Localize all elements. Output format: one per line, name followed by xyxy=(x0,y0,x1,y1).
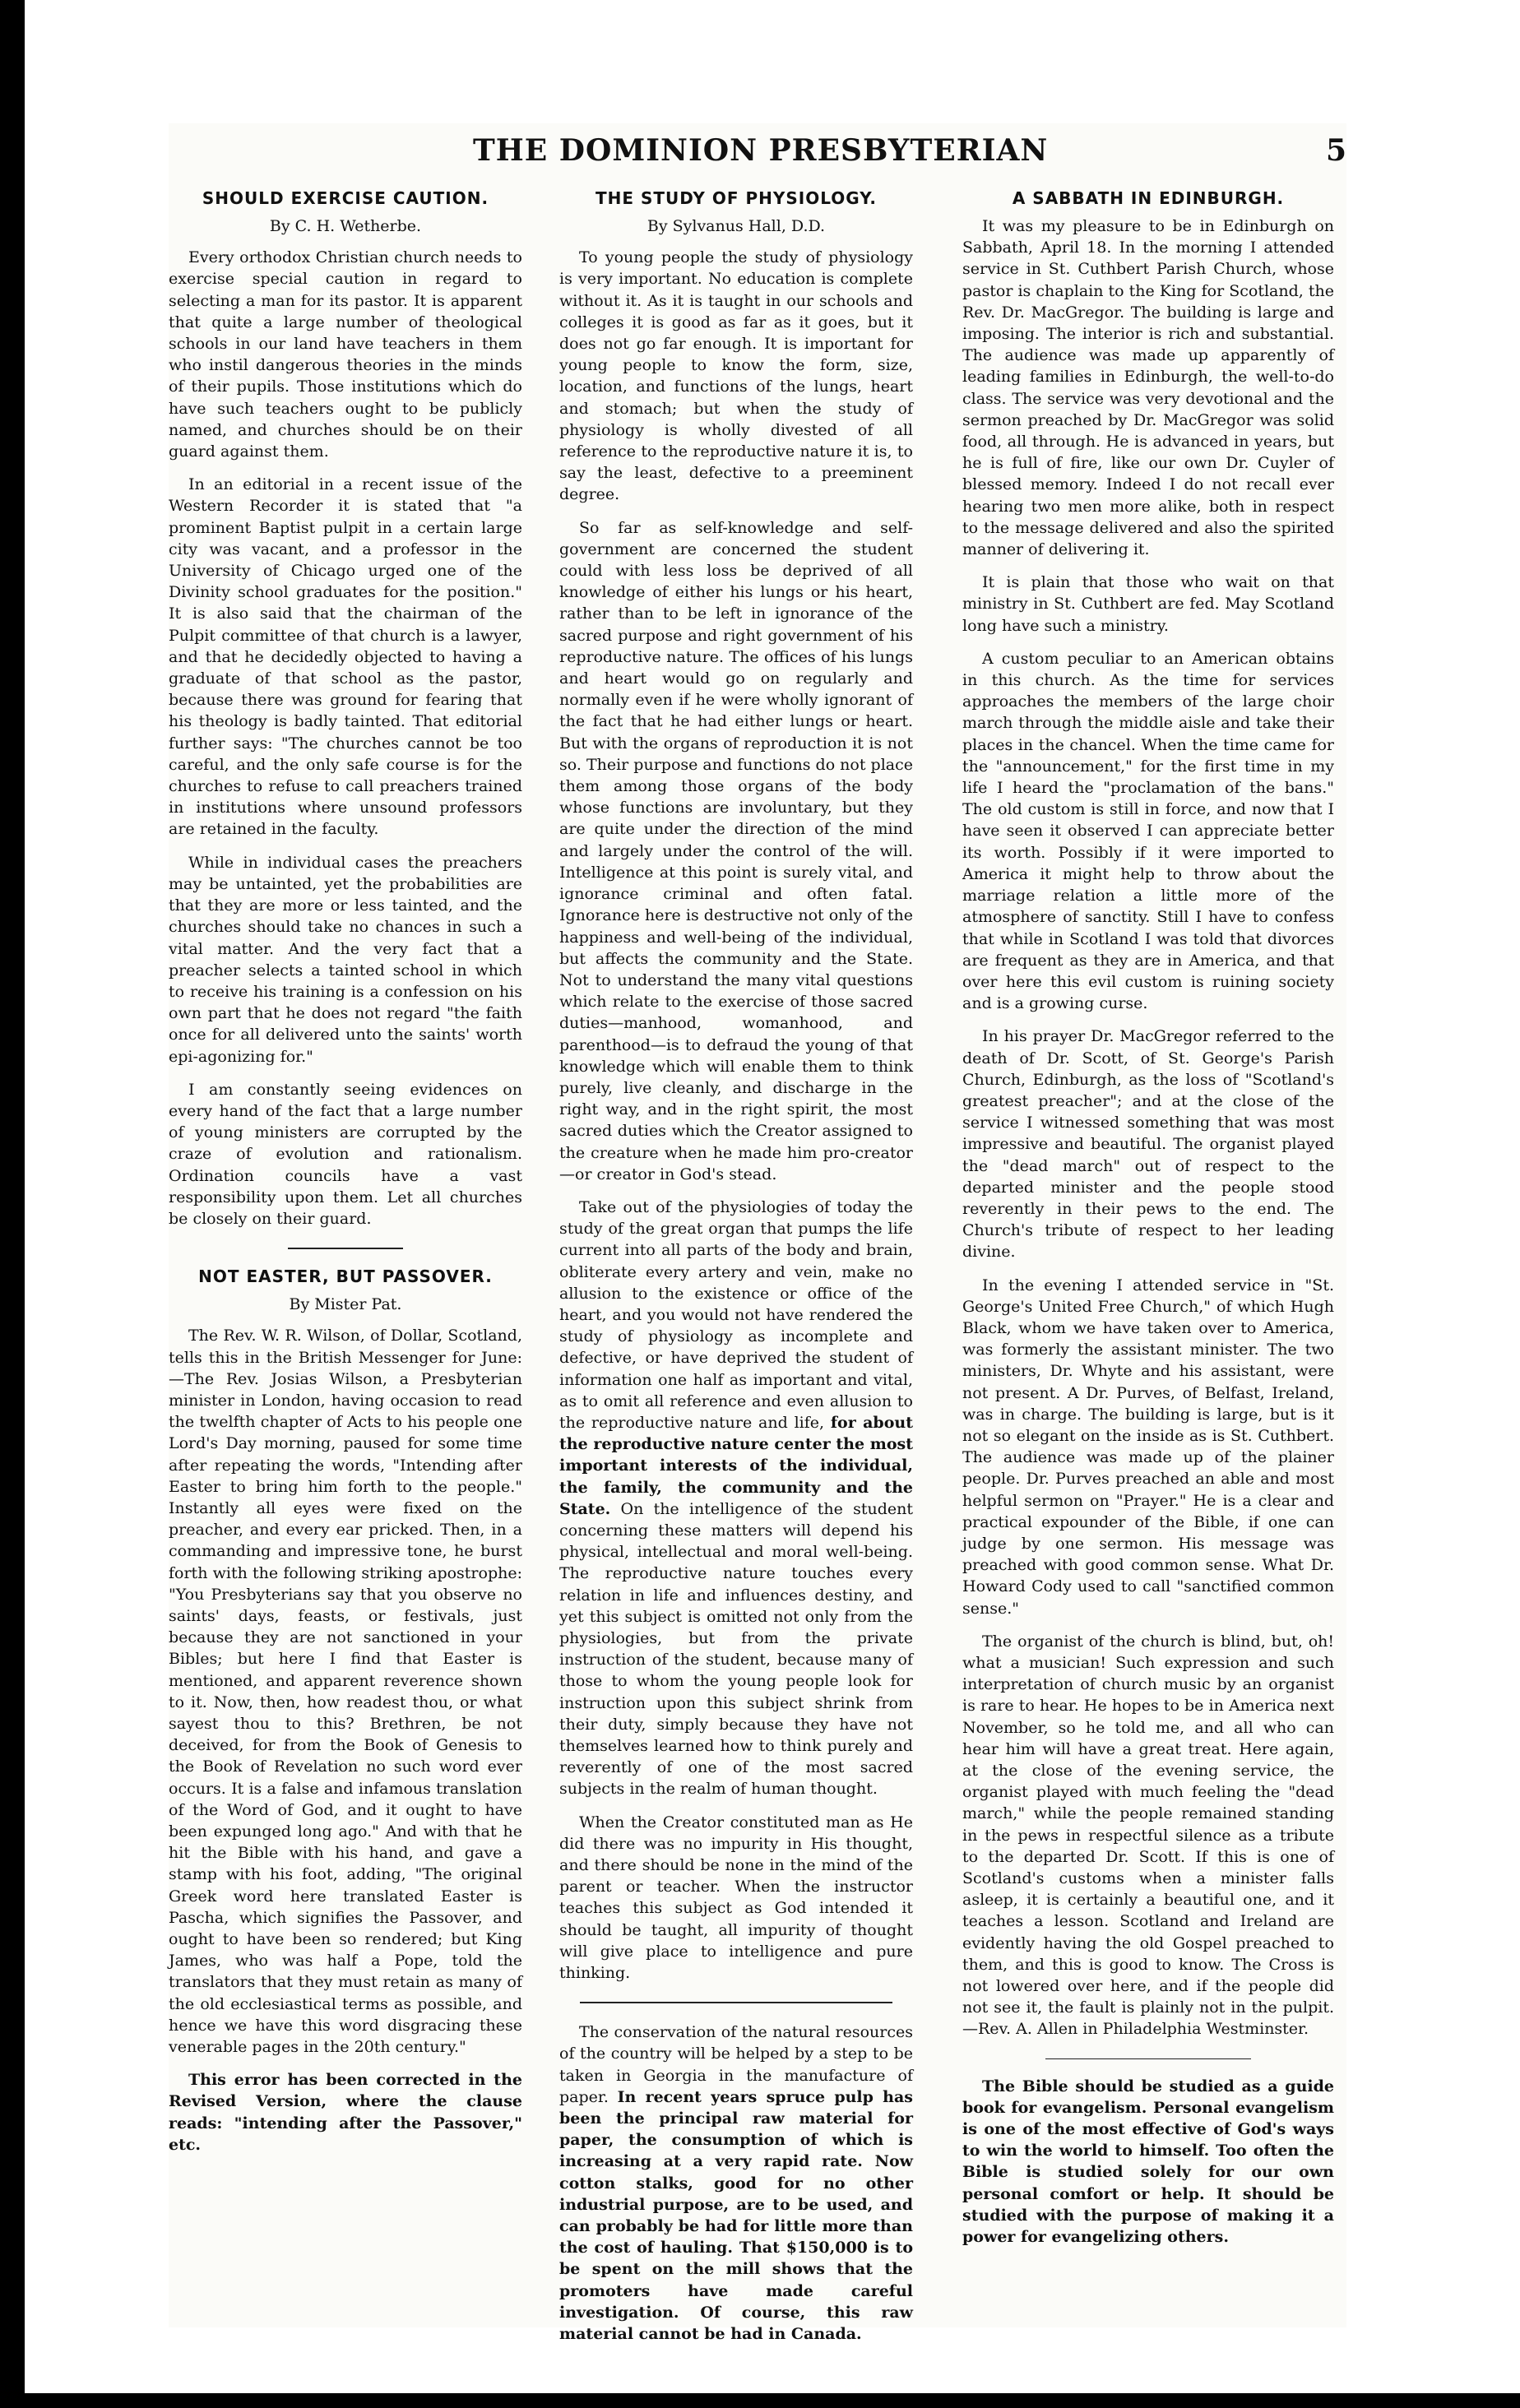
paragraph-text: Take out of the physiologies of today the study of the great organ that pumps the life current into all parts of the body and brain, obliterate every artery and vein, make no allusion to the existence or office of the heart, and you would not have rendered the study of physiology as incomplete and defective, or have deprived the student of information one half as important and vital, as to omit all reference and even allusion to the reproductive nature and life, xyxy=(559,1197,913,1432)
article-paragraph: The Bible should be studied as a guide book for evangelism. Personal evangelism is one of the most effective of God's ways to win the world to himself. Too often the Bible is studied solely for our own personal comfort or help. It should be studied with the purpose of making it a power for evangelizing others. xyxy=(962,2077,1334,2247)
article-paragraph: In the evening I attended service in "St. George's United Free Church," of which Hugh Black, whom we have taken over to America, was formerly the assistant minister. The two ministers, Dr. Whyte and his assistant, were not present. A Dr. Purves, of Belfast, Ireland, was in charge. The building is large, but is it not so elegant on the inside as is St. Cuthbert. The audience was made up of the plainer people. Dr. Purves preached an able and most helpful sermon on "Prayer." He is a clear and practical expounder of the Bible, if one can judge by one sermon. His message was preached with good common sense. What Dr. Howard Cody used to call "sanctified common sense." xyxy=(962,1276,1334,1618)
article-divider xyxy=(288,1248,403,1249)
paragraph-text: On the intelligence of the student concerning these matters will depend his physical, intellectual and moral well-being. The reproductive nature touches every relation in life and influences destiny, and yet this subject is omitted not only from the physiologies, but from the private instruction of the student, because many of those to whom the young people look for instruction upon this subject shrink from their duty, simply because they have not themselves learned how to think purely and reverently of one of the most sacred subjects in the realm of human thought. xyxy=(559,1499,913,1799)
newspaper-page xyxy=(169,123,1346,2344)
scan-edge-bottom xyxy=(0,2393,1520,2408)
article-headline: SHOULD EXERCISE CAUTION. xyxy=(202,188,489,208)
article-paragraph: So far as self-knowledge and self-government are concerned the student could with less loss be deprived of all knowledge of either his lungs or his heart, rather than to be left in ignorance of the sacred purpose and right government of his reproductive nature. The offices of his lungs and heart would go on regularly and normally even if he were wholly ignorant of the fact that he had either lungs or heart. But with the organs of reproduction it is not so. Their purpose and functions do not place them among those organs of the body whose functions are involuntary, but they are quite under the direction of the mind and largely under the control of the will. Intelligence at this point is surely vital, and ignorance criminal and often fatal. Ignorance here is destructive not only of the happiness and well-being of the individual, but affects the community and the State. Not to understand the many vital questions which relate to the exercise of those sacred duties—manhood, womanhood, and parenthood—is to defraud the young of that knowledge which will enable them to think purely, live cleanly, and discharge in the right way, and in the right spirit, the most sacred duties which the Creator assigned to the creature when he made him pro-creator—or creator in God's stead. xyxy=(559,518,913,1183)
scan-edge-left xyxy=(0,0,25,2408)
article-byline: By C. H. Wetherbe. xyxy=(269,217,422,235)
column-2 xyxy=(559,188,913,2356)
article-paragraph: In his prayer Dr. MacGregor referred to the death of Dr. Scott, of St. George's Parish Church, Edinburgh, as the loss of "Scotland's greatest preacher"; and at the close of the service I witnessed something that was most impressive and beautiful. The organist played the "dead march" out of respect to the departed minister and the people stood reverently in their pews to the end. The Church's tribute of respect to her leading divine. xyxy=(962,1027,1334,1262)
article-paragraph: It is plain that those who wait on that ministry in St. Cuthbert are fed. May Scotland long have such a ministry. xyxy=(962,573,1334,635)
article-paragraph: Every orthodox Christian church needs to exercise special caution in regard to selecting a man for its pastor. It is apparent that quite a large number of theological schools in our land have teachers in them who instil dangerous theories in the minds of their pupils. Those institutions which do have such teachers ought to be publicly named, and churches should be on their guard against them. xyxy=(169,248,522,461)
article-paragraph: In an editorial in a recent issue of the Western Recorder it is stated that "a prominent Baptist pulpit in a certain large city was vacant, and a professor in the University of Chicago urged one of the Divinity school graduates for the position." It is also said that the chairman of the Pulpit committee of that church is a lawyer, and that he decidedly objected to having a graduate of that school as the pastor, because there was ground for fearing that his theology is badly tainted. That editorial further says: "The churches cannot be too careful, and the only safe course is for the churches to refuse to call preachers trained in institutions where unsound professors are retained in the faculty. xyxy=(169,475,522,839)
article-divider xyxy=(1045,2058,1251,2059)
article-paragraph: It was my pleasure to be in Edinburgh on Sabbath, April 18. In the morning I attended service in St. Cuthbert Parish Church, whose pastor is chaplain to the King for Scotland, the Rev. Dr. MacGregor. The building is large and imposing. The interior is rich and substantial. The audience was made up apparently of leading families in Edinburgh, the well-to-do class. The service was very devotional and the sermon preached by Dr. MacGregor was solid food, all through. He is advanced in years, but he is full of fire, like our own Dr. Cuyler of blessed memory. Indeed I do not recall ever hearing two men more alike, both in respect to the message delivered and also the spirited manner of delivering it. xyxy=(962,217,1334,559)
column-3 xyxy=(962,188,1334,2259)
article-paragraph: While in individual cases the preachers may be untainted, yet the probabilities are that they are more or less tainted, and the churches should take no chances in such a vital matter. And the very fact that a preacher selects a tainted school in which to receive his training is a confession on his own part that he does not regard "the faith once for all delivered unto the saints' worth epi-agonizing for." xyxy=(169,853,522,1066)
article-paragraph xyxy=(559,2021,913,2345)
article-headline: NOT EASTER, BUT PASSOVER. xyxy=(198,1267,493,1287)
article-paragraph: The organist of the church is blind, but, oh! what a musician! Such expression and such interpretation of church music by an organist is rare to hear. He hopes to be in America next November, so he told me, and all who can hear him will have a great treat. Here again, at the close of the evening service, the organist played with much feeling the "dead march," while the people remained standing in the pews in respectful silence as a tribute to the departed Dr. Scott. If this is one of Scotland's customs when a minister falls asleep, it is certainly a beautiful one, and it teaches a lesson. Scotland and Ireland are evidently having the old Gospel preached to them, and this is good to know. The Cross is not lowered over here, and if the people did not see it, the fault is plainly not in the pulpit.—Rev. A. Allen in Philadelphia Westminster. xyxy=(962,1632,1334,2039)
masthead xyxy=(169,133,1346,183)
article-paragraph: This error has been corrected in the Revised Version, where the clause reads: "intending after the Passover," etc. xyxy=(169,2071,522,2154)
publication-title: THE DOMINION PRESBYTERIAN xyxy=(473,133,1049,168)
paragraph-text: The conservation of the natural resources of the country will be helped by a step to be taken in Georgia in the manufacture of paper. xyxy=(559,2023,913,2106)
page-number: 5 xyxy=(1325,133,1346,168)
paragraph-bold-text: In recent years spruce pulp has been the principal raw material for paper, the consumption of which is increasing at a very rapid rate. Now cotton stalks, good for no other industrial purpose, are to be used, and can probably be had for little more than the cost of hauling. That $150,000 is to be spent on the mill shows that the promoters have made careful investigation. Of course, this raw material cannot be had in Canada. xyxy=(559,2087,913,2344)
article-byline: By Sylvanus Hall, D.D. xyxy=(646,217,826,235)
article-paragraph xyxy=(559,1197,913,1800)
article-divider xyxy=(580,2002,892,2003)
column-1 xyxy=(169,188,522,2167)
article-headline: THE STUDY OF PHYSIOLOGY. xyxy=(595,188,878,208)
article-paragraph: A custom peculiar to an American obtains in this church. As the time for services approaches the members of the large choir march through the middle aisle and take their places in the chancel. When the time came for the "announcement," for the first time in my life I heard the "proclamation of the bans." The old custom is still in force, and now that I have seen it observed I can appreciate better its worth. Possibly if it were imported to America it might help to throw about the marriage relation a little more of the atmosphere of sanctity. Still I have to confess that while in Scotland I was told that divorces are frequent as they are in America, and that over here this evil custom is ruining society and is a growing curse. xyxy=(962,649,1334,1013)
article-byline: By Mister Pat. xyxy=(289,1295,402,1314)
paragraph-bold-text: for about the reproductive nature center the most important interests of the individual, the family, the community and the State. xyxy=(559,1413,913,1518)
article-paragraph: To young people the study of physiology is very important. No education is complete without it. As it is taught in our schools and colleges it is good as far as it goes, but it does not go far enough. It is important for young people to know the form, size, location, and functions of the lungs, heart and stomach; but when the study of physiology is wholly divested of all reference to the reproductive nature it is, to say the least, defective to a preeminent degree. xyxy=(559,248,913,504)
article-paragraph: The Rev. W. R. Wilson, of Dollar, Scotland, tells this in the British Messenger for June:—The Rev. Josias Wilson, a Presbyterian minister in London, having occasion to read the twelfth chapter of Acts to his people one Lord's Day morning, paused for some time after repeating the words, "Intending after Easter to bring him forth to the people." Instantly all eyes were fixed on the preacher, and every ear pricked. Then, in a commanding and impressive tone, he burst forth with the following striking apostrophe: "You Presbyterians say that you observe no saints' days, feasts, or festivals, just because they are not sanctioned in your Bibles; but here I find that Easter is mentioned, and apparent reverence shown to it. Now, then, how readest thou, or what sayest thou to this? Brethren, be not deceived, for from the Book of Genesis to the Book of Revelation no such word ever occurs. It is a false and infamous translation of the Word of God, and it ought to have been expunged long ago." And with that he hit the Bible with his hand, and gave a stamp with his foot, adding, "The original Greek word here translated Easter is Pascha, which signifies the Passover, and ought to have been so rendered; but King James, who was half a Pope, told the translators that they must retain as many of the old ecclesiastical terms as possible, and hence we have this word disgracing these venerable pages in the 20th century." xyxy=(169,1327,522,2057)
article-paragraph: I am constantly seeing evidences on every hand of the fact that a large number of young ministers are corrupted by the craze of evolution and rationalism. Ordination councils have a vast responsibility upon them. Let all churches be closely on their guard. xyxy=(169,1080,522,1228)
article-paragraph: When the Creator constituted man as He did there was no impurity in His thought, and there should be none in the mind of the parent or teacher. When the instructor teaches this subject as God intended it should be taught, all impurity of thought will give place to intelligence and pure thinking. xyxy=(559,1813,913,1983)
article-headline: A SABBATH IN EDINBURGH. xyxy=(1012,188,1285,208)
